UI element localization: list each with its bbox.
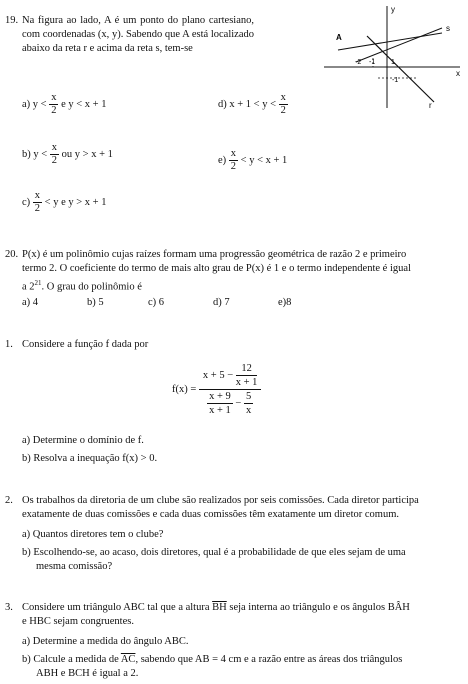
inner-fraction-top: $\frac{12}{x + 1}$ bbox=[235, 363, 258, 388]
fraction: $\frac{x}{2}$ bbox=[34, 190, 41, 214]
q20-option-b[interactable]: b) 5 bbox=[87, 297, 104, 308]
q20-option-d[interactable]: d) 7 bbox=[213, 297, 230, 308]
fraction: $\frac{x}{2}$ bbox=[230, 148, 237, 172]
q20-stem-line1: P(x) é um polinômio cujas raízes formam uma progressão geométrica de razão 2 e primeiro bbox=[22, 249, 407, 260]
q2-item-a: a) Quantos diretores tem o clube? bbox=[22, 529, 164, 540]
line-s-label: s bbox=[446, 24, 450, 33]
q1-item-a: a) Determine o domínio de f. bbox=[22, 435, 144, 446]
q20-option-c[interactable]: c) 6 bbox=[148, 297, 165, 308]
fraction: $\frac{x}{2}$ bbox=[280, 92, 286, 116]
segment-ac: $\overline{AC}$ bbox=[120, 654, 136, 665]
q20-option-a[interactable]: a) 4 bbox=[22, 297, 39, 308]
q3-item-b-line2: ABH e BCH é igual a 2. bbox=[36, 668, 139, 679]
q1-item-b: b) Resolva a inequação f(x) > 0. bbox=[22, 453, 158, 464]
point-a-label: A bbox=[336, 33, 342, 42]
dashed-guide bbox=[338, 33, 442, 50]
tick-neg2: -2 bbox=[355, 59, 362, 66]
q3-item-a: a) Determine a medida do ângulo ABC. bbox=[22, 636, 189, 647]
fraction: $\frac{x}{2}$ bbox=[51, 92, 57, 116]
tick-neg1: -1 bbox=[369, 59, 376, 66]
q3-number: 3. bbox=[5, 602, 13, 613]
fraction: $\frac{x}{2}$ bbox=[51, 142, 58, 166]
line-r-label: r bbox=[429, 101, 432, 110]
q19-option-b[interactable]: b) y < $\frac{x}{2}$ ou y > x + 1 bbox=[22, 142, 113, 166]
q19-option-d[interactable]: d) x + 1 < y < $\frac{x}{2}$ bbox=[218, 92, 286, 116]
q20-number: 20. bbox=[5, 249, 19, 260]
q19-option-e[interactable]: e) $\frac{x}{2}$ < y < x + 1 bbox=[218, 148, 288, 172]
segment-bh: $\overline{BH}$ bbox=[212, 602, 227, 613]
q2-number: 2. bbox=[5, 495, 13, 506]
x-axis-label: x bbox=[456, 69, 460, 78]
main-fraction: x + 5 − $\frac{12}{x + 1}$ $\frac{x + 9}{x + 1}$ − $\frac{5}{x}$ bbox=[199, 362, 262, 417]
inner-fraction-right: $\frac{5}{x}$ bbox=[245, 391, 252, 416]
tick-neg1-y: -1 bbox=[392, 77, 399, 84]
q19-figure bbox=[322, 4, 464, 112]
q20-option-e[interactable]: e)8 bbox=[278, 297, 292, 308]
q20-stem-line2: termo 2. O coeficiente do termo de mais alto grau de P(x) é 1 e o termo independente é igual bbox=[22, 263, 411, 274]
q19-option-a[interactable]: a) y < $\frac{x}{2}$ e y < x + 1 bbox=[22, 92, 107, 116]
q2-item-b-line2: mesma comissão? bbox=[36, 561, 113, 572]
q3-item-b-line1: b) Calcule a medida de $\overline{AC}$, sabendo que AB = 4 cm e a razão entre as áreas dos triângulos bbox=[22, 654, 403, 665]
q19-number: 19. bbox=[5, 15, 19, 26]
y-axis-label: y bbox=[391, 5, 395, 14]
q2-stem-line1: Os trabalhos da diretoria de um clube são realizados por seis comissões. Cada diretor participa bbox=[22, 495, 419, 506]
tick-1: 1 bbox=[391, 59, 395, 66]
q1-number: 1. bbox=[5, 339, 13, 350]
q1-stem: Considere a função f dada por bbox=[22, 339, 149, 350]
q20-stem-line3: a $2^{21}$. O grau do polinômio é bbox=[22, 279, 142, 293]
q1-function-expression: f(x) = x + 5 − $\frac{12}{x + 1}$ $\frac{x + 9}{x + 1}$ − $\frac{5}{x}$ bbox=[172, 362, 261, 417]
q19-option-c[interactable]: c) $\frac{x}{2}$ < y e y > x + 1 bbox=[22, 190, 107, 214]
line-r bbox=[367, 36, 434, 102]
q3-stem-line1: Considere um triângulo ABC tal que a altura $\overline{BH}$ seja interna ao triângulo e os ângulos BÂH bbox=[22, 602, 410, 613]
q2-stem-line2: exatamente de duas comissões e cada duas comissões têm exatamente um diretor comum. bbox=[22, 509, 400, 520]
q19-stem: Na figura ao lado, A é um ponto do plano cartesiano, com coordenadas (x, y). Sabendo que A está localizado abaixo da reta r e acima da reta s, tem-se bbox=[22, 15, 254, 54]
q3-stem-line2: e HBC sejam congruentes. bbox=[22, 616, 134, 627]
inner-fraction-left: $\frac{x + 9}{x + 1}$ bbox=[209, 391, 231, 416]
q2-item-b-line1: b) Escolhendo-se, ao acaso, dois diretores, qual é a probabilidade de que eles sejam de uma bbox=[22, 547, 406, 558]
